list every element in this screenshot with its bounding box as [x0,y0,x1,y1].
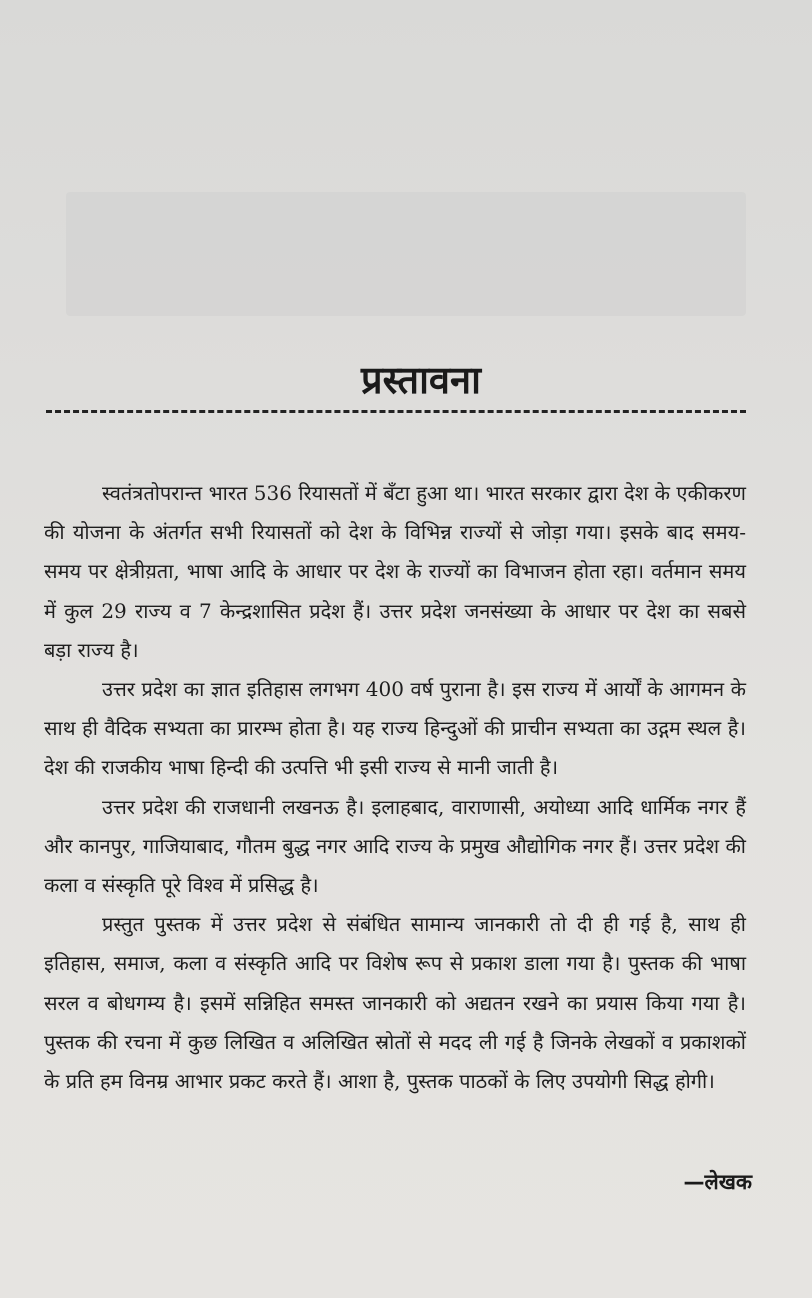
title-dashed-rule [46,410,746,413]
paragraph: प्रस्तुत पुस्तक में उत्तर प्रदेश से संबंधित सामान्य जानकारी तो दी ही गई है, साथ ही इतिहास, समाज, कला व संस्कृति आदि पर विशेष रूप से प्रकाश डाला गया है। पुस्तक की भाषा सरल व बोधगम्य है। इसमें सन्निहित समस्त जानकारी को अद्यतन रखने का प्रयास किया गया है। पुस्तक की रचना में कुछ लिखित व अलिखित स्रोतों से मदद ली गई है जिनके लेखकों व प्रकाशकों के प्रति हम विनम्र आभार प्रकट करते हैं। आशा है, पुस्तक पाठकों के लिए उपयोगी सिद्ध होगी। [44,912,746,1094]
paragraph: उत्तर प्रदेश की राजधानी लखनऊ है। इलाहबाद, वाराणासी, अयोध्या आदि धार्मिक नगर हैं और कानपुर, गाजियाबाद, गौतम बुद्ध नगर आदि राज्य के प्रमुख औद्योगिक नगर हैं। उत्तर प्रदेश की कला व संस्कृति पूरे विश्व में प्रसिद्ध है। [44,794,746,898]
show-through-band [66,192,746,316]
author-signature: —लेखक [683,1170,752,1194]
page-title: प्रस्तावना [361,358,481,402]
paragraph: स्वतंत्रतोपरान्त भारत 536 रियासतों में बँटा हुआ था। भारत सरकार द्वारा देश के एकीकरण की योजना के अंतर्गत सभी रियासतों को देश के विभिन्न राज्यों से जोड़ा गया। इसके बाद समय-समय पर क्षेत्रीय़ता, भाषा आदि के आधार पर देश के राज्यों का विभाजन होता रहा। वर्तमान समय में कुल 29 राज्य व 7 केन्द्रशासित प्रदेश हैं। उत्तर प्रदेश जनसंख्या के आधार पर देश का सबसे बड़ा राज्य है। [44,481,746,662]
paragraph: उत्तर प्रदेश का ज्ञात इतिहास लगभग 400 वर्ष पुराना है। इस राज्य में आर्यों के आगमन के साथ ही वैदिक सभ्यता का प्रारम्भ होता है। यह राज्य हिन्दुओं की प्राचीन सभ्यता का उद्गम स्थल है। देश की राजकीय भाषा हिन्दी की उत्पत्ति भी इसी राज्य से मानी जाती है। [44,677,746,780]
preface-body [44,474,746,1101]
